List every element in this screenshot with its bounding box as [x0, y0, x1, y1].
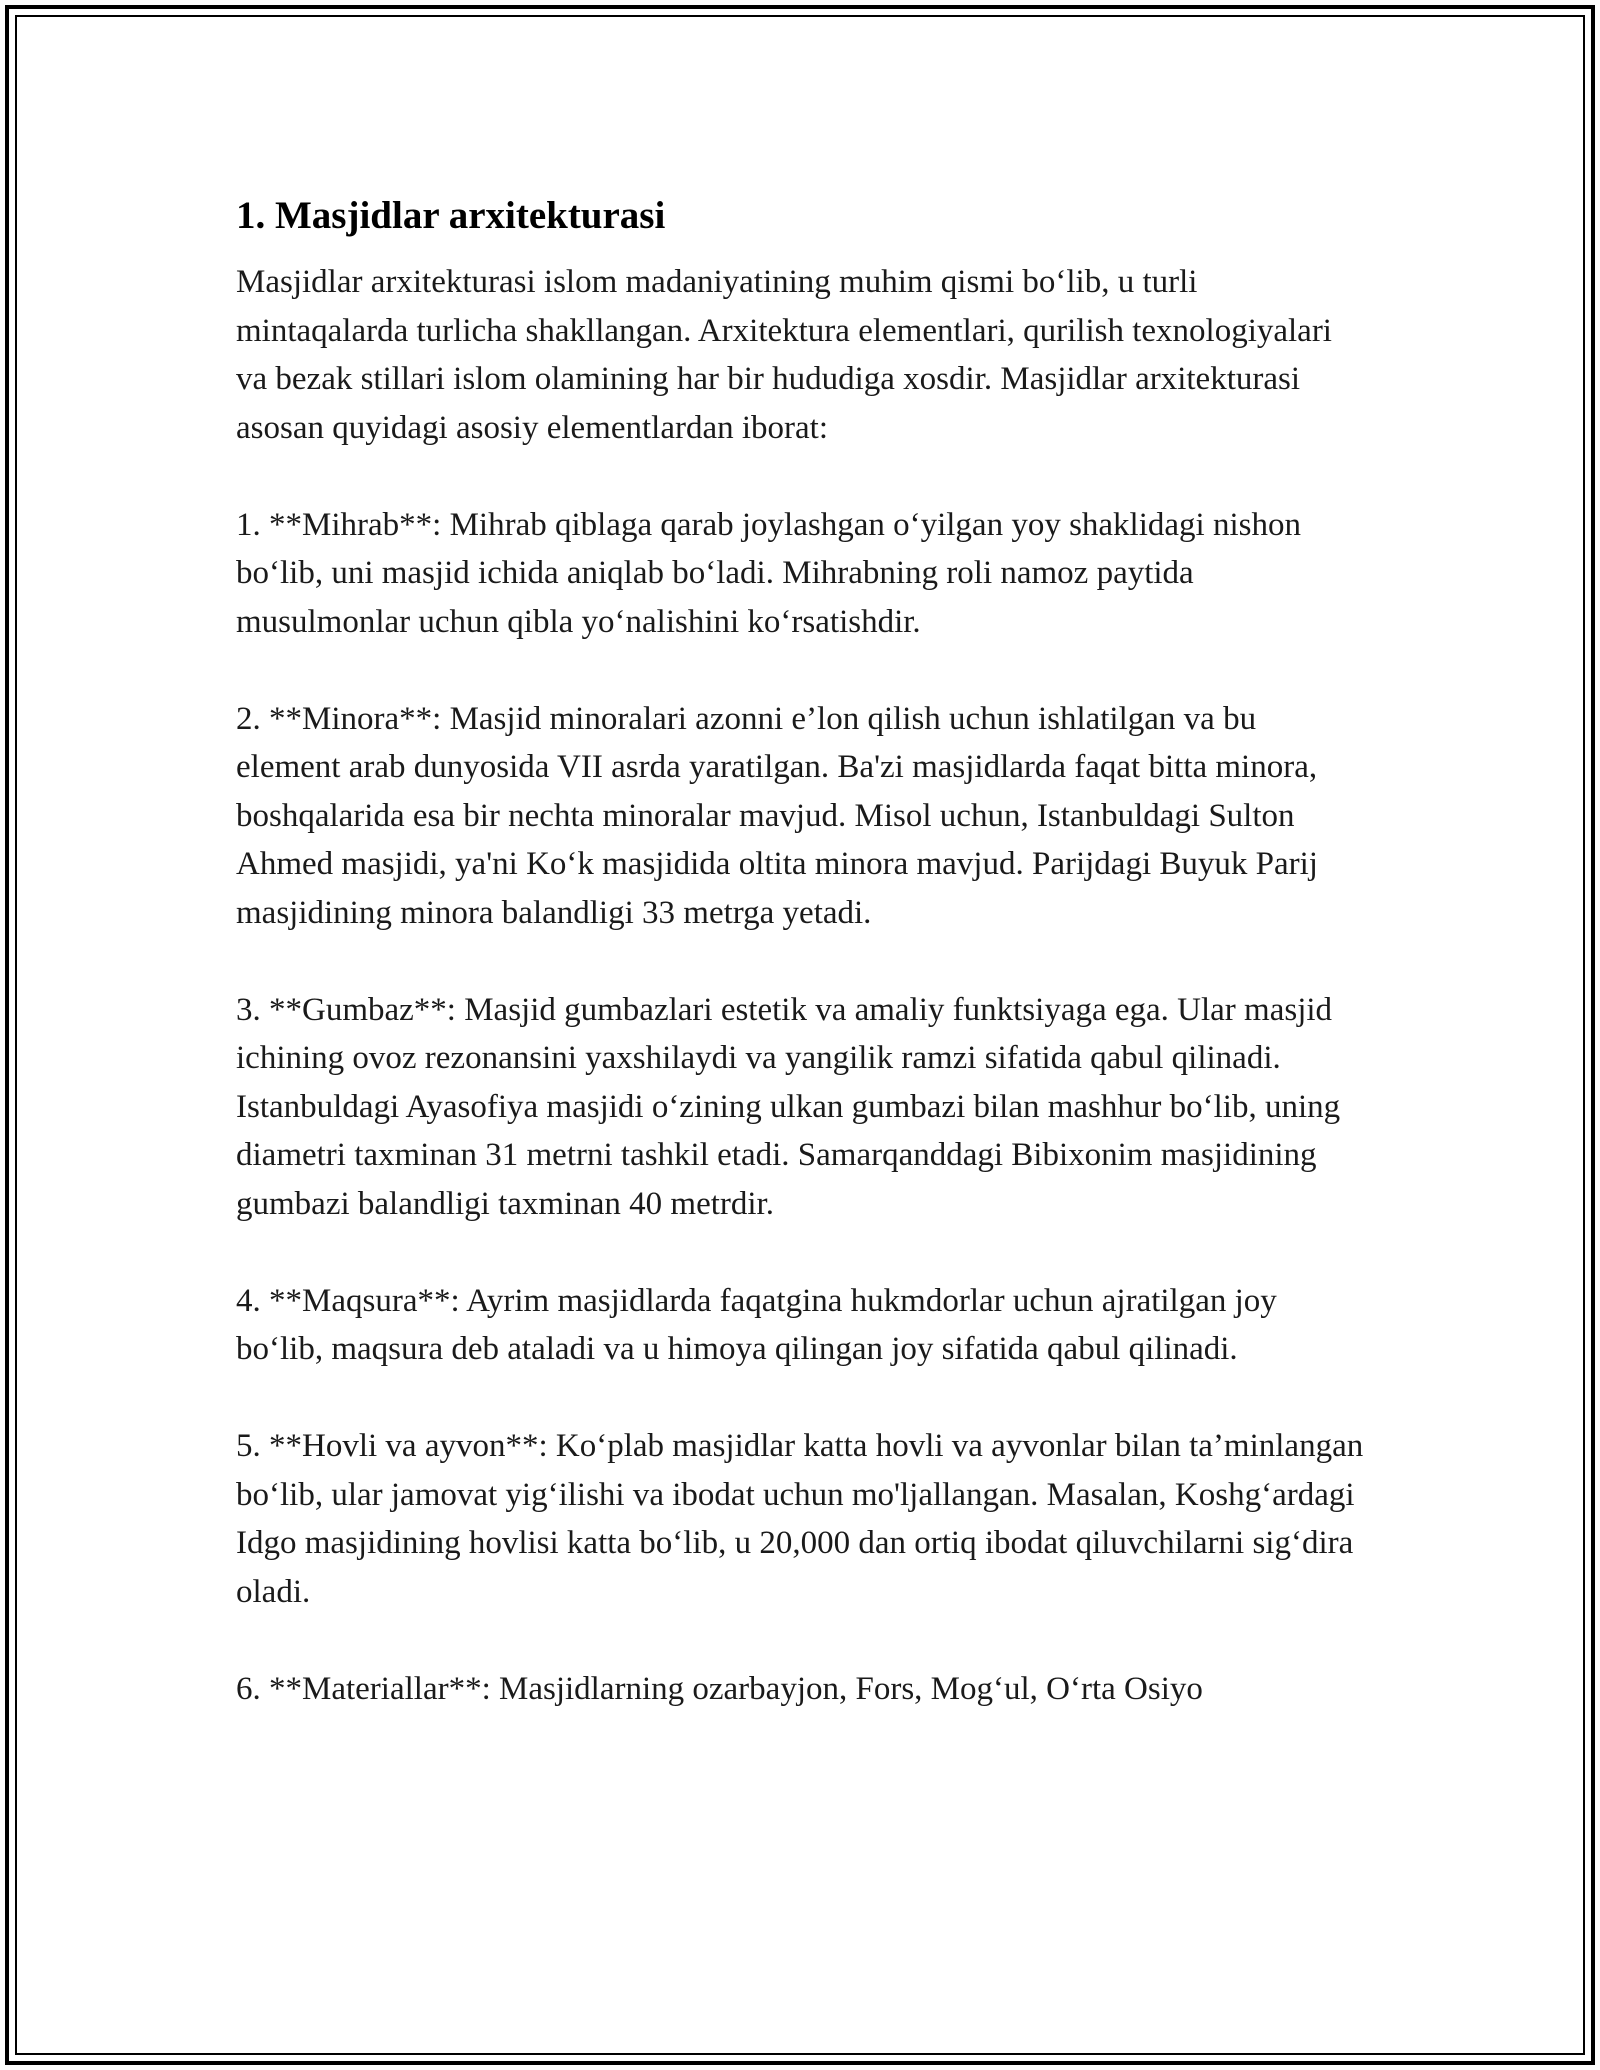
materiallar-paragraph: 6. **Materiallar**: Masjidlarning ozarbayjon, Fors, Mog‘ul, O‘rta Osiyo: [236, 1670, 1203, 1707]
document-body: [236, 188, 1366, 1762]
section-heading: 1. Masjidlar arxitekturasi: [236, 194, 666, 237]
intro-paragraph: Masjidlar arxitekturasi islom madaniyatining muhim qismi bo‘lib, u turli mintaqalarda turlicha shakllangan. Arxitektura elementlari, qurilish texnologiyalari va bezak stillari islom olamining har bir hududiga xosdir. Masjidlar arxitekturasi asosan quyidagi asosiy elementlardan iborat:: [236, 264, 1332, 446]
minora-paragraph: 2. **Minora**: Masjid minoralari azonni e’lon qilish uchun ishlatilgan va bu element arab dunyosida VII asrda yaratilgan. Ba'zi masjidlarda faqat bitta minora, boshqalarida esa bir nechta minoralar mavjud. Misol uchun, Istanbuldagi Sulton Ahmed masjidi, ya'ni Ko‘k masjidida oltita minora mavjud. Parijdagi Buyuk Parij masjidining minora balandligi 33 metrga yetadi.: [236, 700, 1318, 931]
hovli-paragraph: 5. **Hovli va ayvon**: Ko‘plab masjidlar katta hovli va ayvonlar bilan ta’minlangan bo‘lib, ular jamovat yig‘ilishi va ibodat uchun mo'ljallangan. Masalan, Koshg‘ardagi Idgo masjidining hovlisi katta bo‘lib, u 20,000 dan ortiq ibodat qiluvchilarni sig‘dira oladi.: [236, 1428, 1364, 1610]
gumbaz-paragraph: 3. **Gumbaz**: Masjid gumbazlari estetik va amaliy funktsiyaga ega. Ular masjid ichining ovoz rezonansini yaxshilaydi va yangilik ramzi sifatida qabul qilinadi. Istanbuldagi Ayasofiya masjidi o‘zining ulkan gumbazi bilan mashhur bo‘lib, uning diametri taxminan 31 metrni tashkil etadi. Samarqanddagi Bibixonim masjidining gumbazi balandligi taxminan 40 metrdir.: [236, 991, 1341, 1222]
maqsura-paragraph: 4. **Maqsura**: Ayrim masjidlarda faqatgina hukmdorlar uchun ajratilgan joy bo‘lib, maqsura deb ataladi va u himoya qilingan joy sifatida qabul qilinadi.: [236, 1282, 1277, 1367]
mihrab-paragraph: 1. **Mihrab**: Mihrab qiblaga qarab joylashgan o‘yilgan yoy shaklidagi nishon bo‘lib, uni masjid ichida aniqlab bo‘ladi. Mihrabning roli namoz paytida musulmonlar uchun qibla yo‘nalishini ko‘rsatishdir.: [236, 506, 1301, 640]
